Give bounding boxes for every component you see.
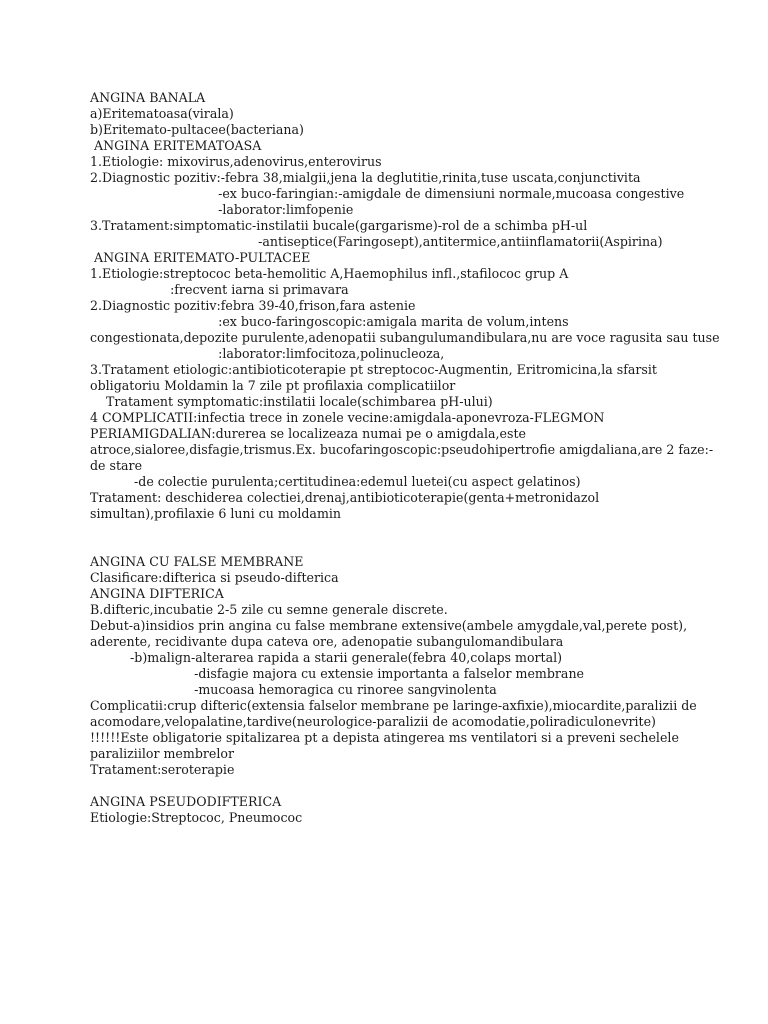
section-gap: [90, 522, 750, 554]
text-line: ANGINA DIFTERICA: [90, 586, 224, 601]
section-angina-false-membrane: [90, 554, 750, 778]
text-line: acomodare,velopalatine,tardive(neurologice-paralizii de acomodatie,poliradiculonevrite): [90, 714, 656, 729]
text-line: atroce,sialoree,disfagie,trismus.Ex. bucofaringoscopic:pseudohipertrofie amigdaliana,are 2 faze:-: [90, 442, 714, 457]
text-line: b)Eritemato-pultacee(bacteriana): [90, 122, 304, 137]
text-line: -de colectie purulenta;certitudinea:edemul luetei(cu aspect gelatinos): [90, 474, 581, 489]
text-line: Tratament:seroterapie: [90, 762, 235, 777]
text-line: obligatoriu Moldamin la 7 zile pt profilaxia complicatiilor: [90, 378, 456, 393]
text-line: Debut-a)insidios prin angina cu false membrane extensive(ambele amygdale,val,perete post),: [90, 618, 688, 633]
text-line: Etiologie:Streptococ, Pneumococ: [90, 810, 303, 825]
text-line: Clasificare:difterica si pseudo-difterica: [90, 570, 339, 585]
text-line: ANGINA BANALA: [90, 90, 206, 105]
text-line: -mucoasa hemoragica cu rinoree sangvinolenta: [90, 682, 497, 697]
text-line: -disfagie majora cu extensie importanta a falselor membrane: [90, 666, 585, 681]
text-line: Tratament: deschiderea colectiei,drenaj,antibioticoterapie(genta+metronidazol: [90, 490, 600, 505]
text-line: aderente, recidivante dupa cateva ore, adenopatie subangulomandibulara: [90, 634, 564, 649]
text-line: Tratament symptomatic:instilatii locale(schimbarea pH-ului): [90, 394, 493, 409]
text-line: paraliziilor membrelor: [90, 746, 234, 761]
text-line: simultan),profilaxie 6 luni cu moldamin: [90, 506, 342, 521]
text-line: -b)malign-alterarea rapida a starii generale(febra 40,colaps mortal): [90, 650, 563, 665]
document-body: [90, 90, 750, 826]
text-line: 3.Tratament etiologic:antibioticoterapie pt streptococ-Augmentin, Eritromicina,la sfarsit: [90, 362, 657, 377]
text-line: de stare: [90, 458, 143, 473]
text-line: 1.Etiologie:streptococ beta-hemolitic A,Haemophilus infl.,stafilococ grup A: [90, 266, 569, 281]
text-line: !!!!!!Este obligatorie spitalizarea pt a depista atingerea ms ventilatori si a preveni sechelele: [90, 730, 679, 745]
text-line: B.difteric,incubatie 2-5 zile cu semne generale discrete.: [90, 602, 448, 617]
text-line: 3.Tratament:simptomatic-instilatii bucale(gargarisme)-rol de a schimba pH-ul: [90, 218, 588, 233]
text-line: congestionata,depozite purulente,adenopatii subangulumandibulara,nu are voce ragusita sau tuse: [90, 330, 720, 345]
text-line: -laborator:limfopenie: [90, 202, 354, 217]
text-line: -antiseptice(Faringosept),antitermice,antiinflamatorii(Aspirina): [90, 234, 663, 249]
text-line: :laborator:limfocitoza,polinucleoza,: [90, 346, 445, 361]
text-line: 1.Etiologie: mixovirus,adenovirus,enterovirus: [90, 154, 382, 169]
section-gap: [90, 778, 750, 794]
text-line: PERIAMIGDALIAN:durerea se localizeaza numai pe o amigdala,este: [90, 426, 526, 441]
text-line: ANGINA PSEUDODIFTERICA: [90, 794, 282, 809]
text-line: 4 COMPLICATII:infectia trece in zonele vecine:amigdala-aponevroza-FLEGMON: [90, 410, 605, 425]
text-line: -ex buco-faringian:-amigdale de dimensiuni normale,mucoasa congestive: [90, 186, 685, 201]
text-line: Complicatii:crup difteric(extensia falselor membrane pe laringe-axfixie),miocardite,paralizii de: [90, 698, 697, 713]
text-line: ANGINA ERITEMATOASA: [90, 138, 262, 153]
text-line: :frecvent iarna si primavara: [90, 282, 349, 297]
text-line: 2.Diagnostic pozitiv:-febra 38,mialgii,jena la deglutitie,rinita,tuse uscata,conjunctivita: [90, 170, 641, 185]
text-line: ANGINA CU FALSE MEMBRANE: [90, 554, 304, 569]
section-angina-banala: [90, 90, 750, 522]
text-line: a)Eritematoasa(virala): [90, 106, 234, 121]
text-line: 2.Diagnostic pozitiv:febra 39-40,frison,fara astenie: [90, 298, 416, 313]
section-angina-pseudodifterica: [90, 794, 750, 826]
text-line: ANGINA ERITEMATO-PULTACEE: [90, 250, 311, 265]
text-line: :ex buco-faringoscopic:amigala marita de volum,intens: [90, 314, 569, 329]
